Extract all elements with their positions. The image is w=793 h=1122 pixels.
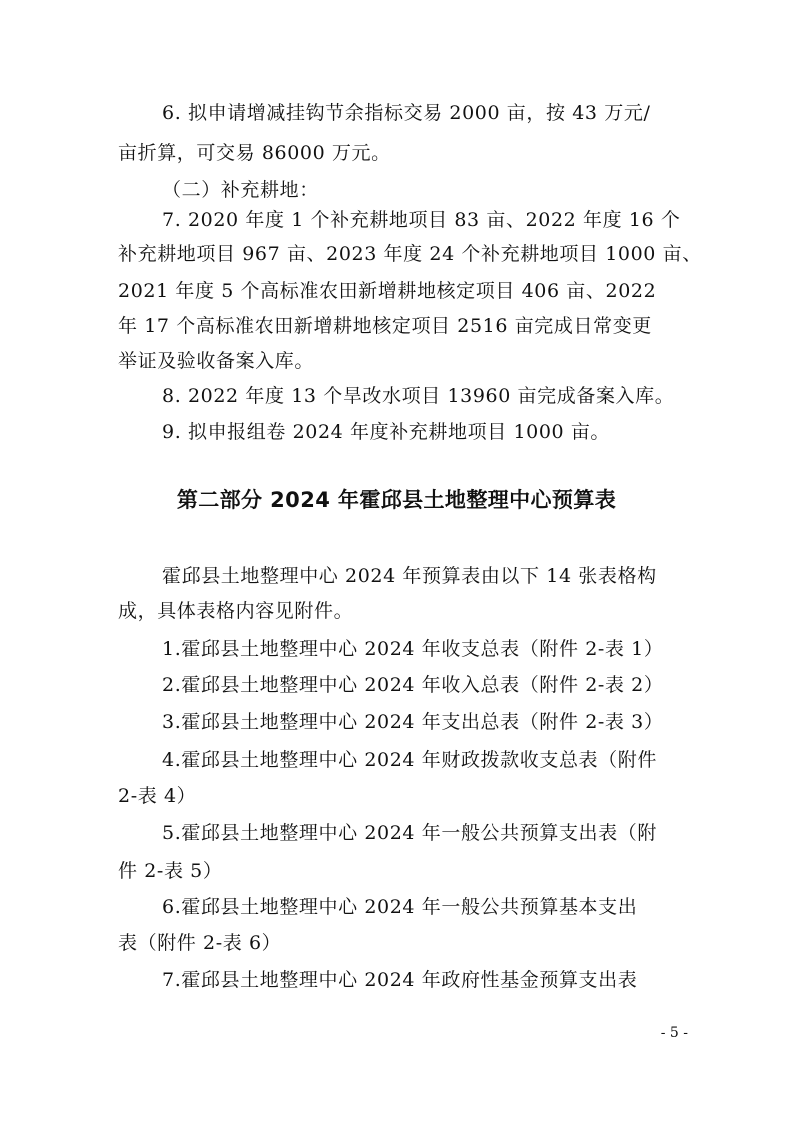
- page-number: - 5 -: [660, 1025, 688, 1041]
- list-item-7-line-1: 7.霍邱县土地整理中心 2024 年政府性基金预算支出表: [162, 969, 638, 991]
- paragraph-6-line-1: 6. 拟申请增减挂钩节余指标交易 2000 亩，按 43 万元/: [162, 102, 651, 124]
- subheading-supplementary-farmland: （二）补充耕地：: [162, 179, 319, 201]
- list-item-6-line-1: 6.霍邱县土地整理中心 2024 年一般公共预算基本支出: [162, 896, 638, 918]
- paragraph-9: 9. 拟申报组卷 2024 年度补充耕地项目 1000 亩。: [162, 421, 611, 443]
- paragraph-7-line-1: 7. 2020 年度 1 个补充耕地项目 83 亩、2022 年度 16 个: [162, 209, 681, 231]
- paragraph-7-line-3: 2021 年度 5 个高标准农田新增耕地核定项目 406 亩、2022: [118, 280, 657, 302]
- list-item-5-line-2: 件 2-表 5）: [118, 860, 223, 882]
- paragraph-6-line-2: 亩折算，可交易 86000 万元。: [118, 142, 391, 164]
- intro-line-2: 成，具体表格内容见附件。: [118, 600, 354, 622]
- paragraph-7-line-5: 举证及验收备案入库。: [118, 350, 315, 372]
- paragraph-7-line-2: 补充耕地项目 967 亩、2023 年度 24 个补充耕地项目 1000 亩、: [118, 243, 702, 265]
- list-item-3: 3.霍邱县土地整理中心 2024 年支出总表（附件 2-表 3）: [162, 711, 664, 733]
- intro-line-1: 霍邱县土地整理中心 2024 年预算表由以下 14 张表格构: [162, 565, 657, 587]
- paragraph-7-line-4: 年 17 个高标准农田新增耕地核定项目 2516 亩完成日常变更: [118, 315, 652, 337]
- paragraph-8: 8. 2022 年度 13 个旱改水项目 13960 亩完成备案入库。: [162, 385, 675, 407]
- list-item-6-line-2: 表（附件 2-表 6）: [118, 932, 282, 954]
- list-item-4-line-2: 2-表 4）: [118, 785, 197, 807]
- list-item-4-line-1: 4.霍邱县土地整理中心 2024 年财政拨款收支总表（附件: [162, 749, 657, 771]
- section-title: 第二部分 2024 年霍邱县土地整理中心预算表: [176, 488, 617, 512]
- list-item-2: 2.霍邱县土地整理中心 2024 年收入总表（附件 2-表 2）: [162, 674, 664, 696]
- list-item-5-line-1: 5.霍邱县土地整理中心 2024 年一般公共预算支出表（附: [162, 822, 657, 844]
- list-item-1: 1.霍邱县土地整理中心 2024 年收支总表（附件 2-表 1）: [162, 638, 664, 660]
